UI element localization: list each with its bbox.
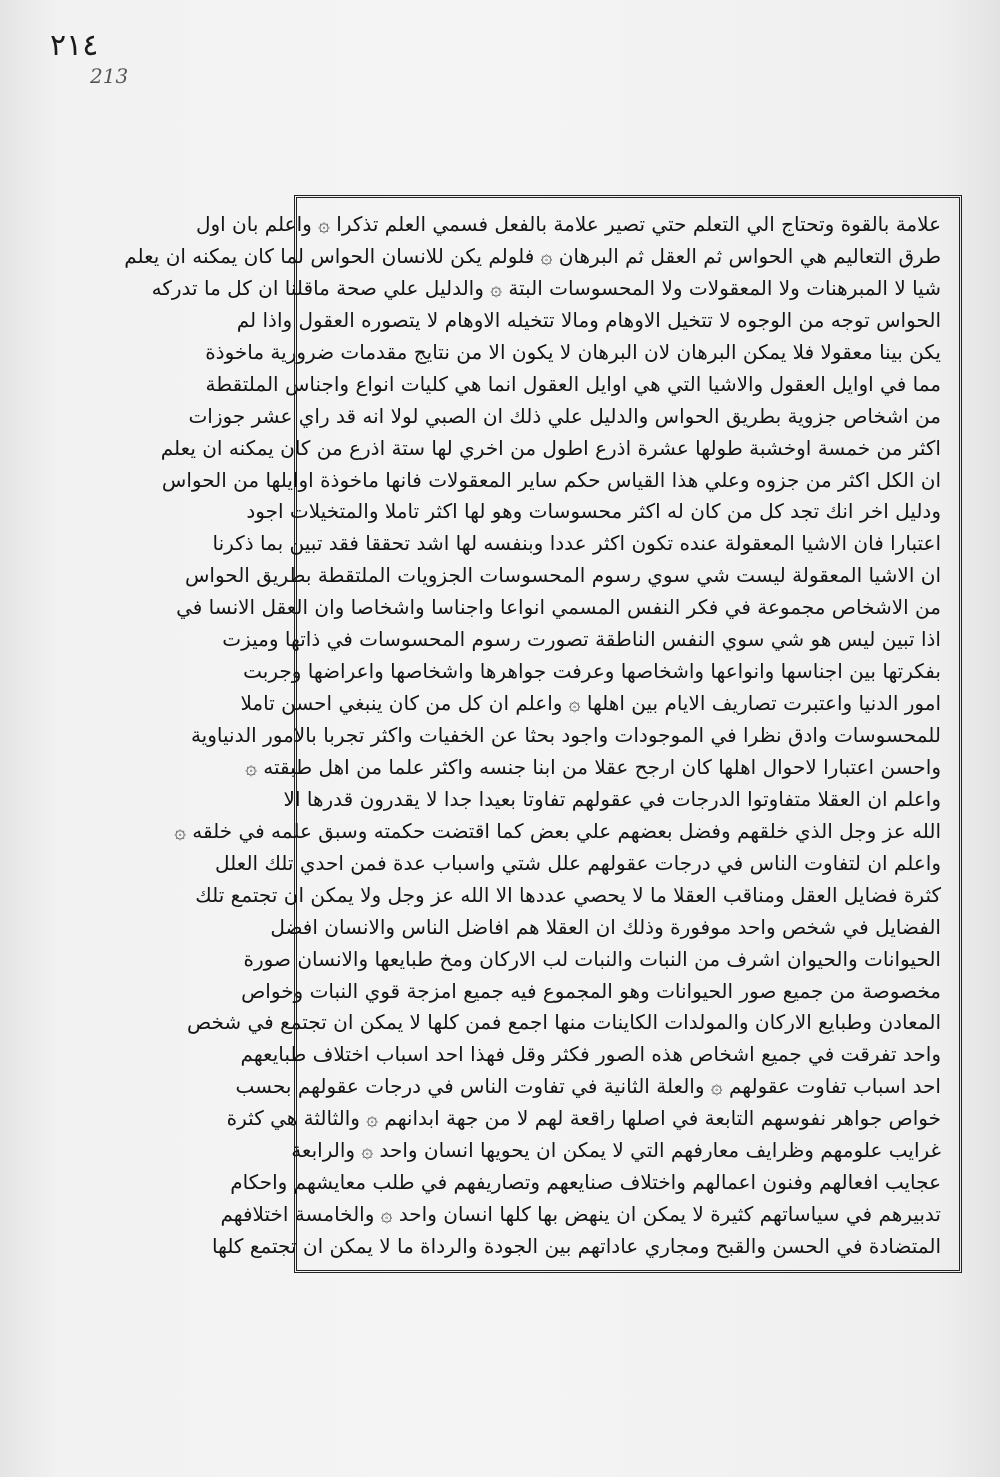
text-line: اكثر من خمسة اوخشبة طولها عشرة اذرع اطول من اخري لها ستة اذرع من كان يمكنه ان يعلم <box>160 435 941 460</box>
text-line: غرايب علومهم وظرايف معارفهم التي لا يمكن ان يحويها انسان واحد ۞ والرابعة <box>291 1138 941 1163</box>
pencil-folio-number: 213 <box>90 64 129 88</box>
text-line: ودليل اخر انك تجد كل من كان له اكثر محسوسات وهو لها اكثر تاملا والمتخيلات اجود <box>246 499 941 524</box>
text-line: واحد تفرقت في جميع اشخاص هذه الصور فكثر وقل فهذا احد اسباب اختلاف طبايعهم <box>240 1042 941 1067</box>
text-line: اذا تبين ليس هو شي سوي النفس الناطقة تصورت رسوم المحسوسات في ذاتها وميزت <box>222 627 941 652</box>
text-line: اعتبارا فان الاشيا المعقولة عنده تكون اكثر عددا وبنفسه لها اشد تحققا فقد تبين بما ذكرنا <box>212 531 941 556</box>
text-block <box>124 210 941 1260</box>
text-line: واعلم ان لتفاوت الناس في درجات عقولهم علل شتي واسباب عدة فمن احدي تلك العلل <box>215 850 941 875</box>
text-line: بفكرتها بين اجناسها وانواعها واشخاصها وعرفت جواهرها واشخاصها واعراضها وجربت <box>243 659 941 684</box>
text-line: ان الكل اكثر من جزوه وعلي هذا القياس حكم ساير المعقولات فانها ماخوذة اوايلها من الحواس <box>161 467 941 492</box>
text-line: كثرة فضايل العقل ومناقب العقلا ما لا يحصي عددها الا الله عز وجل ولا يمكن ان تجتمع تلك <box>195 882 941 907</box>
text-line: تدبيرهم في سياساتهم كثيرة لا يمكن ان ينهض بها كلها انسان واحد ۞ والخامسة اختلافهم <box>220 1202 941 1227</box>
text-line: الله عز وجل الذي خلقهم وفضل بعضهم علي بعض كما اقتضت حكمته وسبق علمه في خلقه ۞ <box>174 818 941 843</box>
text-line: طرق التعاليم هي الحواس ثم العقل ثم البرهان ۞ فلولم يكن للانسان الحواس لما كان يمكنه ان يعلم <box>124 243 941 268</box>
text-line: للمحسوسات وادق نظرا في الموجودات واجود بحثا عن الخفيات واكثر تجربا بالامور الدنياوية <box>190 723 941 747</box>
text-line: امور الدنيا واعتبرت تصاريف الايام بين اهلها ۞ واعلم ان كل من كان ينبغي احسن تاملا <box>240 691 941 716</box>
text-line: مما في اوايل العقول والاشيا التي هي اوايل العقول انما هي كليات انواع واجناس الملتقطة <box>205 371 941 396</box>
text-line: الفضايل في شخص واحد موفورة وذلك ان العقلا هم افاضل الناس والانسان افضل <box>270 914 941 939</box>
folio-number: ٢١٤ <box>50 28 99 63</box>
text-line: من اشخاص جزوية بطريق الحواس والدليل علي ذلك ان الصبي لولا انه قد راي عشر جوزات <box>188 403 941 428</box>
text-frame <box>124 195 962 1273</box>
text-line: المتضادة في الحسن والقبح ومجاري عاداتهم بين الجودة والرداة ما لا يمكن ان تجتمع كلها <box>212 1234 941 1258</box>
text-line: الحيوانات والحيوان اشرف من النبات والنبات لب الاركان ومخ طبايعها والانسان صورة <box>243 946 941 971</box>
text-line: يكن بينا معقولا فلا يمكن البرهان لان البرهان لا يكون الا من نتايج مقدمات ضرورية ماخوذة <box>205 339 941 364</box>
text-line: واحسن اعتبارا لاحوال اهلها كان ارجح عقلا من ابنا جنسه واكثر علما من اهل طبقته ۞ <box>245 754 941 779</box>
text-line: الحواس توجه من الوجوه لا تتخيل الاوهام ومالا تتخيله الاوهام لا يتصوره العقول واذا لم <box>236 307 941 332</box>
text-line: شيا لا المبرهنات ولا المعقولات ولا المحسوسات البتة ۞ والدليل علي صحة ماقلنا ان كل ما تدركه <box>151 275 941 300</box>
text-line: واعلم ان العقلا متفاوتوا الدرجات في عقولهم تفاوتا بعيدا جدا لا يقدرون قدرها الا <box>283 786 941 811</box>
text-line: مخصوصة من جميع صور الحيوانات وهو المجموع فيه جميع امزجة قوي النبات وخواص <box>241 978 941 1003</box>
text-line: ان الاشيا المعقولة ليست شي سوي رسوم المحسوسات الجزويات الملتقطة بطريق الحواس <box>184 563 941 588</box>
text-line: خواص جواهر نفوسهم التابعة في اصلها راقعة لهم لا من جهة ابدانهم ۞ والثالثة هي كثرة <box>226 1106 941 1131</box>
text-line: علامة بالقوة وتحتاج الي التعلم حتي تصير علامة بالفعل فسمي العلم تذكرا ۞ واعلم بان اول <box>195 212 941 236</box>
text-line: عجايب افعالهم وفنون اعمالهم واختلاف صنايعهم وتصاريفهم في طلب معايشهم واحكام <box>230 1170 941 1195</box>
text-line: المعادن وطبايع الاركان والمولدات الكاينات منها اجمع فمن كلها لا يمكن ان تجتمع في شخص <box>186 1010 941 1035</box>
text-line: من الاشخاص مجموعة في فكر النفس المسمي انواعا واجناسا واشخاصا وان العقل الانسا في <box>176 595 941 620</box>
text-line: احد اسباب تفاوت عقولهم ۞ والعلة الثانية في تفاوت الناس في درجات عقولهم بحسب <box>235 1074 941 1099</box>
